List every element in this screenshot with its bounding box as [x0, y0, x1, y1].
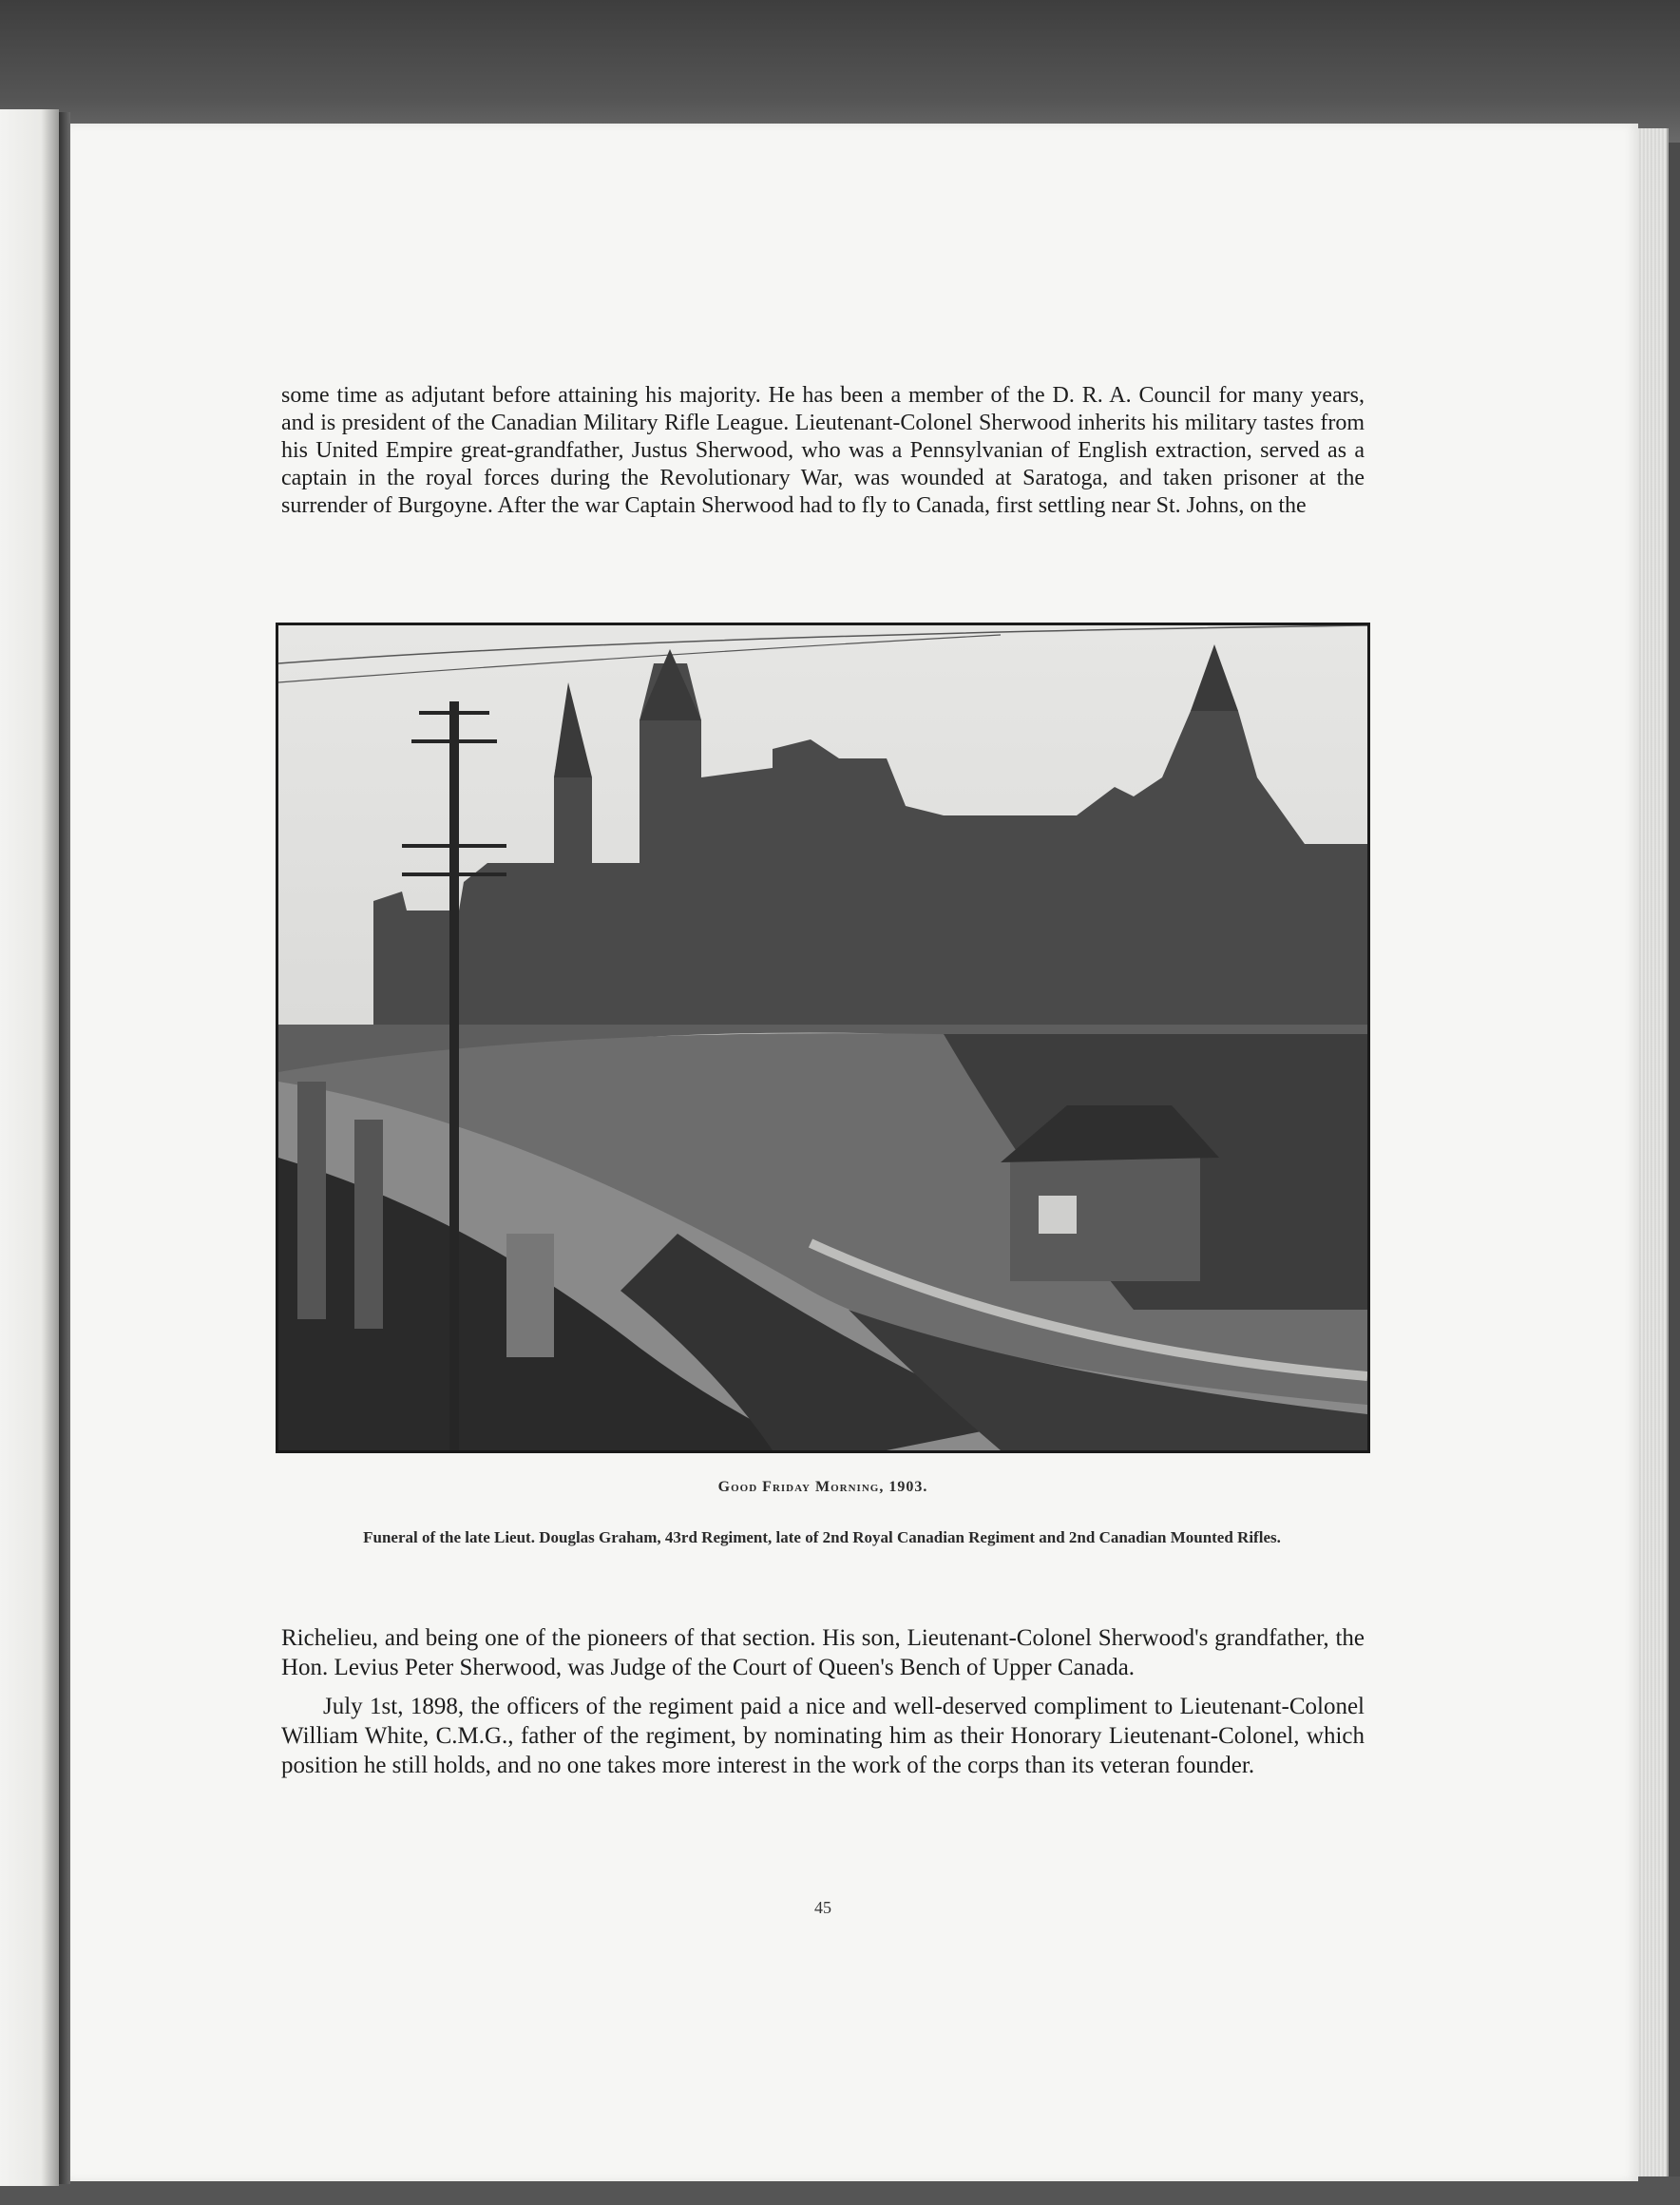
- photograph: [276, 623, 1370, 1453]
- top-paragraph: some time as adjutant before attaining his majority. He has been a member of the D. R. A. Council for many years, and is president of the Canadian Military Rifle League. Lieutenant-Colonel Sherwood inherits his military tastes from his United Empire great-grandfather, Justus Sherwood, who was a Pennsylvanian of English extraction, served as a captain in the royal forces during the Revolutionary War, was wounded at Saratoga, and taken prisoner at the surrender of Burgoyne. After the war Captain Sherwood had to fly to Canada, first settling near St. Johns, on the: [281, 383, 1365, 518]
- page-number: 45: [814, 1898, 831, 1917]
- bottom-text-block: [281, 1623, 1365, 1780]
- book-gutter: [59, 112, 70, 2184]
- bottom-paragraph-2: July 1st, 1898, the officers of the regiment paid a nice and well-deserved compliment to Lieutenant-Colonel William White, C.M.G., father of the regiment, by nominating him as their Honorary Lieutenant-Colonel, which position he still holds, and no one takes more interest in the work of the corps than its veteran founder.: [281, 1694, 1365, 1778]
- top-text-block: [281, 382, 1365, 520]
- photograph-illustration: [278, 625, 1367, 1450]
- page-stack-edge: [1638, 128, 1669, 2176]
- scan-background-top: [0, 0, 1680, 143]
- photo-caption-body: Funeral of the late Lieut. Douglas Graham, 43rd Regiment, late of 2nd Royal Canadian Regiment and 2nd Canadian Mounted Rifles.: [363, 1528, 1281, 1546]
- bottom-paragraph-1: Richelieu, and being one of the pioneers of that section. His son, Lieutenant-Colonel Sherwood's grandfather, the Hon. Levius Peter Sherwood, was Judge of the Court of Queen's Bench of Upper Canada.: [281, 1625, 1365, 1680]
- photo-caption-title: Good Friday Morning, 1903.: [717, 1479, 928, 1495]
- facing-page-edge: [0, 109, 59, 2186]
